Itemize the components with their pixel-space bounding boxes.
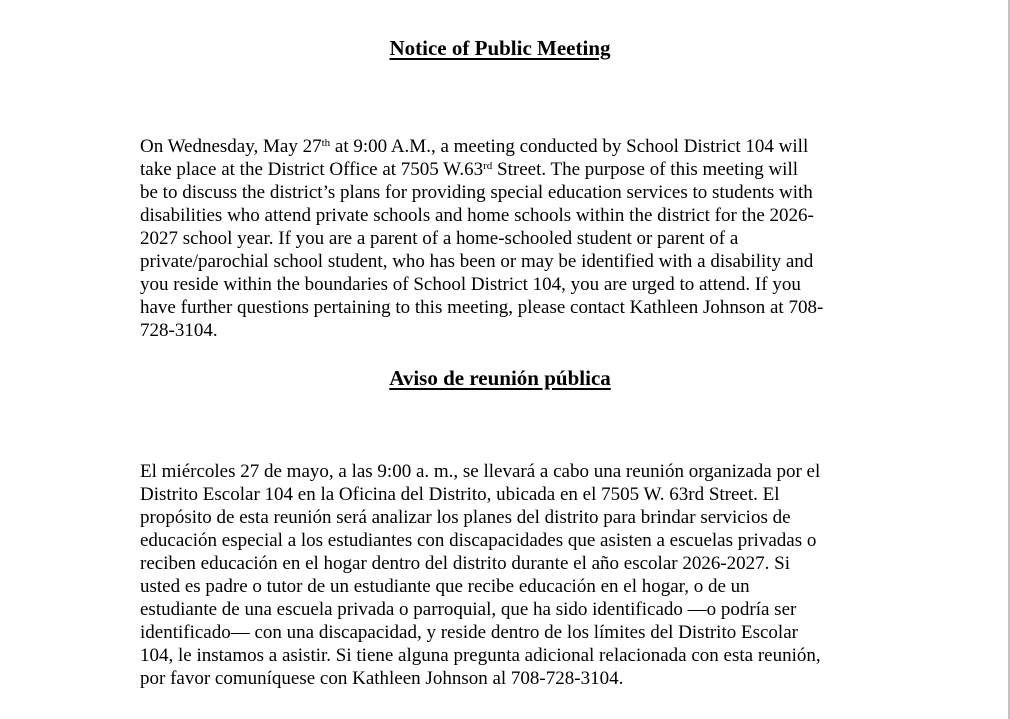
paragraph-line: educación especial a los estudiantes con discapacidades que asisten a escuelas privadas o [140,530,817,551]
spanish-paragraph [140,460,880,690]
paragraph-line: reciben educación en el hogar dentro del distrito durante el año escolar 2026-2027. Si [140,553,790,574]
english-paragraph [140,135,880,342]
paragraph-line: usted es padre o tutor de un estudiante que recibe educación en el hogar, o de un [140,576,750,597]
spanish-heading [0,366,1000,390]
paragraph-line: disabilities who attend private schools and home schools within the district for the 2026- [140,205,814,226]
spanish-heading-text: Aviso de reunión pública [389,366,611,390]
english-heading [0,36,1000,60]
paragraph-line: 728-3104. [140,320,218,341]
paragraph-line: por favor comuníquese con Kathleen Johnson al 708-728-3104. [140,668,624,689]
paragraph-line: 104, le instamos a asistir. Si tiene alguna pregunta adicional relacionada con esta reunión, [140,645,821,666]
paragraph-line: El miércoles 27 de mayo, a las 9:00 a. m., se llevará a cabo una reunión organizada por el [140,461,821,482]
paragraph-line: 2027 school year. If you are a parent of a home-schooled student or parent of a [140,228,739,249]
ordinal-suffix: rd [483,160,493,172]
paragraph-line: Distrito Escolar 104 en la Oficina del Distrito, ubicada en el 7505 W. 63rd Street. El [140,484,780,505]
paragraph-line: On Wednesday, May 27th at 9:00 A.M., a meeting conducted by School District 104 will [140,136,809,157]
ordinal-suffix: th [321,137,331,149]
paragraph-line: identificado— con una discapacidad, y reside dentro de los límites del Distrito Escolar [140,622,798,643]
paragraph-line: take place at the District Office at 7505 W.63rd Street. The purpose of this meeting will [140,159,799,180]
english-heading-text: Notice of Public Meeting [389,36,611,60]
paragraph-line: you reside within the boundaries of School District 104, you are urged to attend. If you [140,274,801,295]
paragraph-line: be to discuss the district’s plans for providing special education services to students with [140,182,813,203]
paragraph-line: estudiante de una escuela privada o parroquial, que ha sido identificado —o podría ser [140,599,797,620]
paragraph-line: propósito de esta reunión será analizar los planes del distrito para brindar servicios de [140,507,791,528]
paragraph-line: have further questions pertaining to this meeting, please contact Kathleen Johnson at 708- [140,297,824,318]
paragraph-line: private/parochial school student, who has been or may be identified with a disability and [140,251,814,272]
